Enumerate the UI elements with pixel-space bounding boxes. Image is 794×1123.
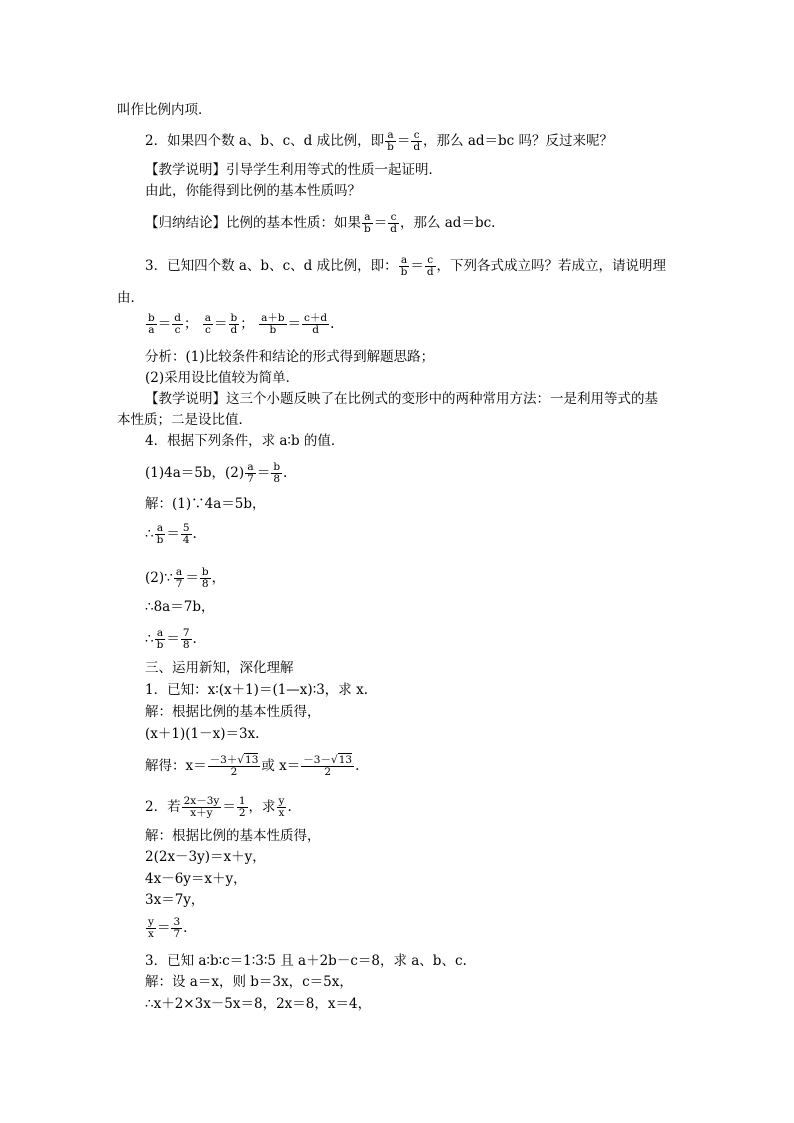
- exercise-2: 2．若 $\frac{2x-3y}{x+y}$ ＝ $\frac{1}{2}$ ，求 $\frac{y}{x}$ .: [145, 795, 292, 819]
- fraction: $\frac{c}{d}$: [413, 129, 421, 153]
- text-line: 本性质；二是设比值．: [117, 412, 252, 428]
- solution-line: ∴x＋2×3x－5x＝8，2x＝8，x＝4，: [145, 996, 372, 1012]
- fraction: $\frac{1}{2}$: [238, 795, 246, 819]
- fraction: $\frac{a}{b}$: [156, 522, 164, 546]
- fraction: $\frac{b}{a}$: [148, 312, 155, 336]
- conclusion: 【归纳结论】比例的基本性质：如果 $\frac{a}{b}$ ＝ $\frac{c}{d}$ ，那么 ad＝bc.: [145, 211, 496, 235]
- formula-line: ∴ $\frac{a}{b}$ ＝ $\frac{7}{8}$ .: [145, 627, 197, 651]
- fraction: $\frac{b}{8}$: [201, 566, 209, 590]
- text-line: 由此，你能得到比例的基本性质吗？: [145, 183, 361, 199]
- formula-line: (2)∵ $\frac{a}{7}$ ＝ $\frac{b}{8}$ ，: [145, 566, 226, 590]
- fraction: $\frac{3}{7}$: [173, 916, 181, 940]
- text-line: 由．: [117, 290, 144, 306]
- fraction: $\frac{5}{4}$: [182, 522, 190, 546]
- formula-line: 解得：x＝ $\frac{-3+√13}{2}$ 或 x＝ $\frac{-3-√13}{2}$ .: [145, 754, 360, 778]
- fraction: $\frac{a}{7}$: [175, 566, 183, 590]
- solution-line: 4x－6y＝x＋y，: [145, 871, 247, 887]
- solution-line: 解：根据比例的基本性质得，: [145, 828, 321, 844]
- fraction: $\frac{b}{8}$: [273, 461, 281, 485]
- teaching-note: 【教学说明】引导学生利用等式的性质一起证明．: [145, 162, 442, 178]
- fraction: $\frac{-3+√13}{2}$: [209, 754, 259, 778]
- analysis-line: (2)采用设比值较为简单．: [145, 370, 300, 386]
- fraction: $\frac{a}{c}$: [204, 312, 212, 336]
- fraction: $\frac{c+d}{d}$: [304, 312, 328, 336]
- fraction: $\frac{y}{x}$: [278, 795, 285, 819]
- solution-line: 解：(1)∵4a＝5b，: [145, 496, 266, 512]
- analysis-line: 分析：(1)比较条件和结论的形式得到解题思路；: [145, 349, 435, 365]
- fraction: $\frac{y}{x}$: [148, 916, 154, 940]
- formula-line: $\frac{y}{x}$ ＝ $\frac{3}{7}$ .: [148, 916, 188, 940]
- solution-line: ∴8a＝7b，: [145, 599, 215, 615]
- question-4: 4．根据下列条件，求 a∶b 的值．: [145, 433, 345, 449]
- fraction: $\frac{c}{d}$: [426, 254, 434, 278]
- fraction: $\frac{a}{7}$: [247, 461, 254, 485]
- fraction: $\frac{a+b}{b}$: [261, 312, 285, 336]
- solution-line: 解：根据比例的基本性质得，: [145, 704, 321, 720]
- section-heading: 三、运用新知，深化理解: [145, 660, 294, 676]
- fraction: $\frac{-3-√13}{2}$: [303, 754, 353, 778]
- fraction: $\frac{b}{d}$: [230, 312, 238, 336]
- formula-line: (1)4a＝5b，(2) $\frac{a}{7}$ ＝ $\frac{b}{8}$ .: [145, 461, 288, 485]
- exercise-1: 1．已知：x∶(x＋1)＝(1—x)∶3，求 x.: [145, 682, 368, 698]
- teaching-note: 【教学说明】这三个小题反映了在比例式的变形中的两种常用方法：一是利用等式的基: [145, 391, 658, 407]
- fraction: $\frac{a}{b}$: [387, 129, 394, 153]
- solution-line: 解：设 a＝x，则 b＝3x，c＝5x，: [145, 974, 353, 990]
- solution-line: 2(2x－3y)＝x＋y，: [145, 849, 266, 865]
- question-3: 3．已知四个数 a、b、c、d 成比例，即： $\frac{a}{b}$ ＝ $\frac{c}{d}$ ，下列各式成立吗？若成立，请说明理: [145, 254, 667, 278]
- fraction: $\frac{a}{b}$: [364, 211, 371, 235]
- fraction: $\frac{2x-3y}{x+y}$: [183, 795, 220, 819]
- fraction: $\frac{7}{8}$: [182, 627, 190, 651]
- text-line: 叫作比例内项．: [117, 102, 212, 118]
- exercise-3: 3．已知 a∶b∶c＝1∶3∶5 且 a＋2b－c＝8，求 a、b、c.: [145, 953, 467, 969]
- question-2: 2．如果四个数 a、b、c、d 成比例，即 $\frac{a}{b}$ ＝ $\frac{c}{d}$ ，那么 ad＝bc 吗？反过来呢？: [145, 129, 614, 153]
- formula-line: $\frac{b}{a}$ ＝ $\frac{d}{c}$ ； $\frac{a}{c}$ ＝ $\frac{b}{d}$ ； $\frac{a+b}{b}$ ＝ $\frac{c+d}{d}$ .: [148, 312, 335, 336]
- fraction: $\frac{a}{b}$: [156, 627, 164, 651]
- fraction: $\frac{d}{c}$: [174, 312, 181, 336]
- solution-line: (x＋1)(1－x)＝3x.: [145, 726, 260, 742]
- formula-line: ∴ $\frac{a}{b}$ ＝ $\frac{5}{4}$ .: [145, 522, 197, 546]
- fraction: $\frac{c}{d}$: [390, 211, 397, 235]
- solution-line: 3x＝7y，: [145, 892, 205, 908]
- fraction: $\frac{a}{b}$: [400, 254, 408, 278]
